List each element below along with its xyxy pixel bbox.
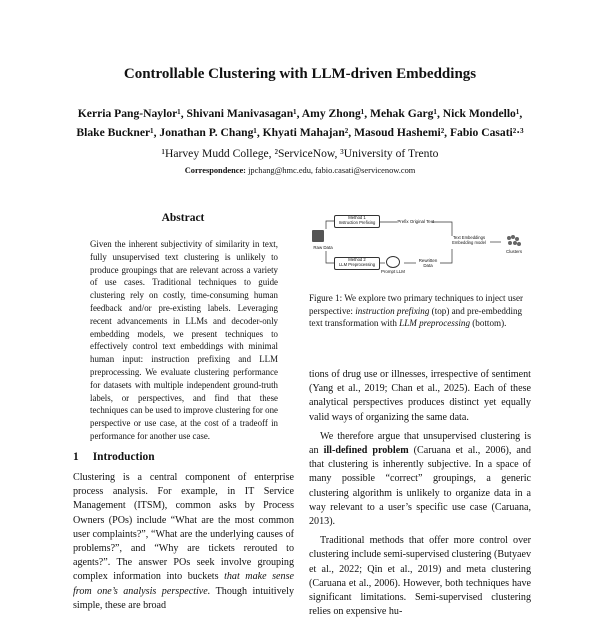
correspondence — [0, 166, 600, 175]
arrow-to-embeddings-bottom — [440, 249, 452, 263]
method2-box: Method 2 LLM Preprocessing — [334, 257, 380, 270]
intro-text-part: Clustering is a central component of enterprise process analysis. For example, in IT Service Management (ITSM), common asks by Process Owners (POs) include “What are the most common user complaints?”, “What are the underlying causes of problems?”, and “Why are tickets rerouted to agents?”. The answer POs seek involve grouping complex information into buckets — [73, 472, 294, 583]
prompt-llm-label: Prompt LLM — [381, 269, 405, 274]
figure-1-diagram — [312, 211, 530, 277]
paragraph-text-part: (Caruana et al., 2006), and that clustering is inherently subjective. In a space of many possible “correct” groupings, a generic clustering algorithm is unlikely to organize data in a way relevant to a user’s specific use case (Caruana, 2013). — [309, 445, 531, 528]
author-list — [40, 104, 560, 142]
correspondence-label: Correspondence: — [184, 166, 246, 175]
original-text-label: Original Text — [409, 219, 435, 224]
caption-italic-text: instruction prefixing — [355, 305, 430, 316]
clusters-label: Clusters — [505, 249, 523, 254]
paragraph-text-part: We therefore argue that unsupervised clustering is an — [309, 430, 531, 457]
text-embeddings-label: Text Embeddings — [452, 235, 486, 240]
paragraph: tions of drug use or illnesses, irrespective of sentiment (Yang et al., 2019; Chan et al., 2025). Each of these analytical perspectives produces distinct yet equally valid ways of organizing the same data. — [309, 369, 531, 423]
caption-text-part: (top) and pre-embedding text transformation with — [309, 305, 523, 329]
figure-1-caption — [309, 292, 531, 330]
correspondence-emails[interactable]: jpchang@hmc.edu, fabio.casati@servicenow.com — [245, 166, 416, 175]
clusters-icon — [503, 233, 525, 249]
arrow-to-embeddings-top — [432, 222, 452, 236]
section-heading — [73, 451, 169, 463]
section-number: 1 — [73, 451, 79, 463]
llm-icon — [386, 256, 400, 268]
right-column-text — [309, 368, 531, 624]
paragraph-bold-text: ill-defined problem — [323, 445, 409, 457]
arrow-to-method2 — [326, 251, 334, 263]
affiliations: ¹Harvey Mudd College, ²ServiceNow, ³University of Trento — [161, 147, 439, 160]
abstract-heading: Abstract — [161, 212, 205, 224]
paragraph: Traditional methods that offer more control over clustering include semi-supervised clustering (Butyaev et al., 2022; Qin et al., 2019) and meta clustering (Caruana et al., 2006). However, both techniques have significant limitations. Semi-supervised clustering relies on expensive hu- — [309, 535, 532, 618]
text-embeddings-box — [448, 236, 490, 248]
intro-paragraph — [73, 471, 294, 613]
intro-text-part: Though intuitively simple, these are broad — [73, 585, 294, 611]
authors-line-1: Kerria Pang-Naylor¹, Shivani Manivasagan¹, Amy Zhong¹, Mehak Garg¹, Nick Mondello¹, — [77, 107, 523, 120]
prefix-label: Prefix — [397, 219, 409, 224]
paragraph — [309, 430, 531, 529]
method1-box: Method 1 Instruction Prefixing — [334, 215, 380, 228]
paper-title: Controllable Clustering with LLM-driven Embeddings — [123, 66, 477, 82]
rewritten-data-label: Rewritten Data — [418, 258, 438, 268]
caption-text-part: (bottom). — [470, 318, 507, 329]
embedding-model-label: Embedding model — [452, 239, 486, 245]
section-title: Introduction — [92, 451, 155, 463]
caption-text-part: Figure 1: We explore two primary techniques to inject user perspective: — [309, 293, 524, 316]
arrow-to-method1 — [326, 221, 334, 229]
intro-italic-text: that make sense from one’s analysis perspective. — [73, 571, 294, 597]
raw-data-label: Raw Data — [313, 245, 333, 250]
database-icon — [312, 230, 324, 242]
abstract-text: Given the inherent subjectivity of similarity in text, fully unsupervised text clustering is unlikely to produce groupings that are relevant across a variety of use cases. Traditional techniques to guide clustering rely on costly, time-consuming human feedback and/or pre-existing labels. Leveraging recent advancements in LLMs and decoder-only embedding models, we present techniques to effectively control text embeddings with minimal human input: instruction prefixing and LLM preprocessing. We evaluate clustering performance for datasets with multiple independent ground-truth labels, or perspectives, and find that these techniques can be used to improve clustering for one perspective or use case, at the cost of a tradeoff in performance for another use case. — [90, 239, 278, 441]
caption-italic-text: LLM preprocessing — [399, 318, 470, 329]
authors-line-2: Blake Buckner¹, Jonathan P. Chang¹, Khyati Mahajan², Masoud Hashemi², Fabio Casati²·³ — [76, 126, 524, 139]
